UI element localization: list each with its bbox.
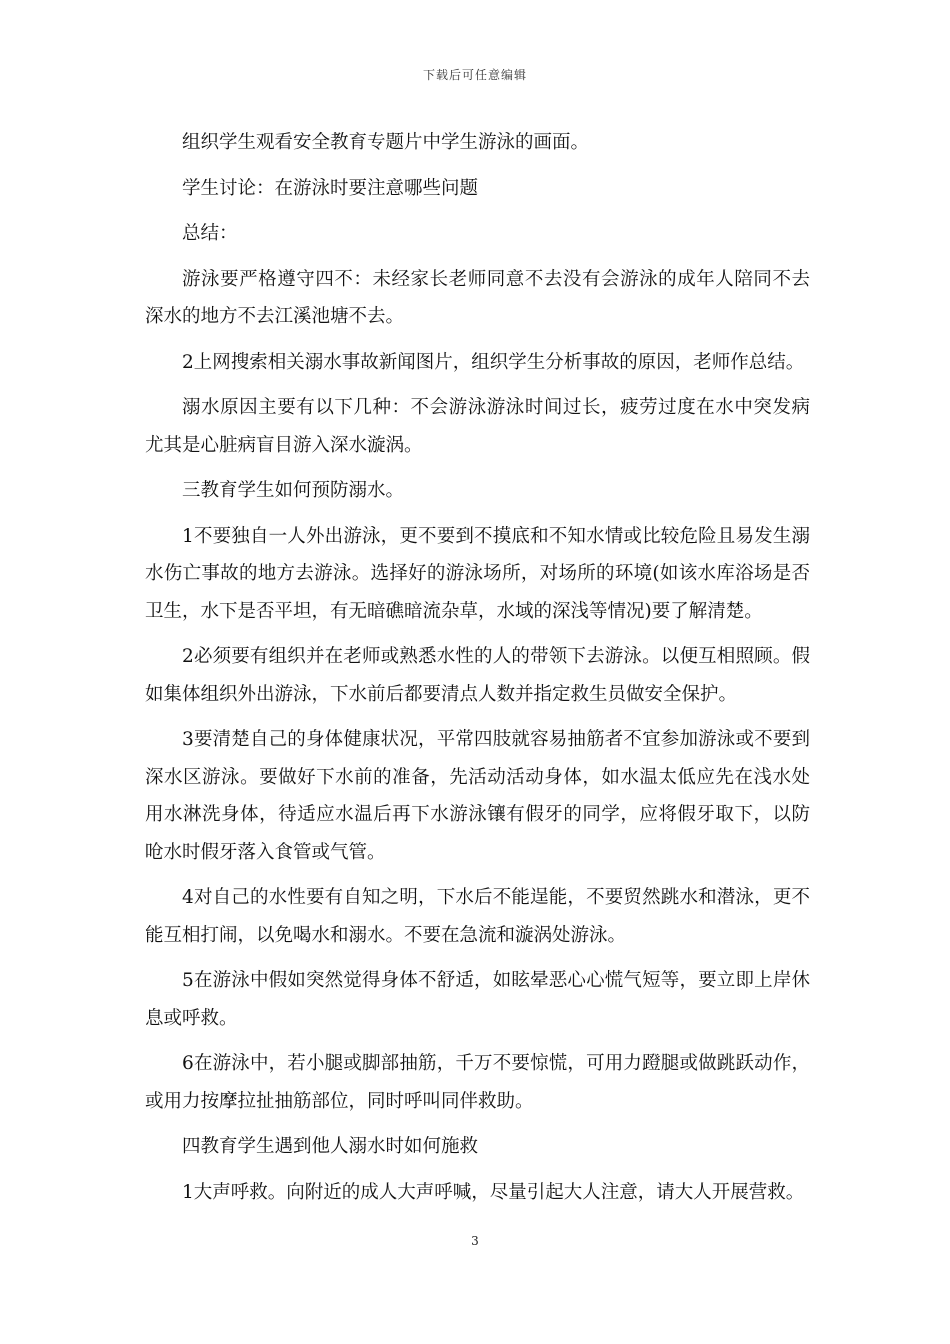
document-body [145, 124, 810, 1219]
paragraph: 6在游泳中，若小腿或脚部抽筋，千万不要惊慌，可用力蹬腿或做跳跃动作，或用力按摩拉扯抽筋部位，同时呼叫同伴救助。 [145, 1053, 810, 1112]
paragraph: 4对自己的水性要有自知之明，下水后不能逞能，不要贸然跳水和潜泳，更不能互相打闹，以免喝水和溺水。不要在急流和漩涡处游泳。 [145, 887, 810, 946]
paragraph: 1不要独自一人外出游泳，更不要到不摸底和不知水情或比较危险且易发生溺水伤亡事故的地方去游泳。选择好的游泳场所，对场所的环境(如该水库浴场是否卫生，水下是否平坦，有无暗礁暗流杂草，水域的深浅等情况)要了解清楚。 [145, 525, 810, 622]
page-number: 3 [471, 1234, 479, 1248]
paragraph: 组织学生观看安全教育专题片中学生游泳的画面。 [182, 132, 590, 153]
paragraph: 2必须要有组织并在老师或熟悉水性的人的带领下去游泳。以便互相照顾。假如集体组织外出游泳，下水前后都要清点人数并指定救生员做安全保护。 [145, 646, 810, 705]
paragraph: 2上网搜索相关溺水事故新闻图片，组织学生分析事故的原因，老师作总结。 [182, 351, 805, 373]
page-header: 下载后可任意编辑 [422, 68, 527, 82]
paragraph: 游泳要严格遵守四不：未经家长老师同意不去没有会游泳的成年人陪同不去深水的地方不去江溪池塘不去。 [145, 268, 810, 327]
paragraph: 溺水原因主要有以下几种：不会游泳游泳时间过长，疲劳过度在水中突发病尤其是心脏病盲目游入深水漩涡。 [145, 397, 810, 456]
section-heading: 三教育学生如何预防溺水。 [182, 480, 405, 501]
paragraph: 总结： [182, 223, 238, 244]
section-heading: 四教育学生遇到他人溺水时如何施救 [182, 1136, 479, 1157]
paragraph: 学生讨论：在游泳时要注意哪些问题 [182, 177, 479, 199]
paragraph: 1大声呼救。向附近的成人大声呼喊，尽量引起大人注意，请大人开展营救。 [182, 1181, 805, 1203]
paragraph: 3要清楚自己的身体健康状况，平常四肢就容易抽筋者不宜参加游泳或不要到深水区游泳。要做好下水前的准备，先活动活动身体，如水温太低应先在浅水处用水淋洗身体，待适应水温后再下水游泳镶有假牙的同学，应将假牙取下，以防呛水时假牙落入食管或气管。 [145, 729, 810, 863]
paragraph: 5在游泳中假如突然觉得身体不舒适，如眩晕恶心心慌气短等，要立即上岸休息或呼救。 [145, 970, 810, 1029]
